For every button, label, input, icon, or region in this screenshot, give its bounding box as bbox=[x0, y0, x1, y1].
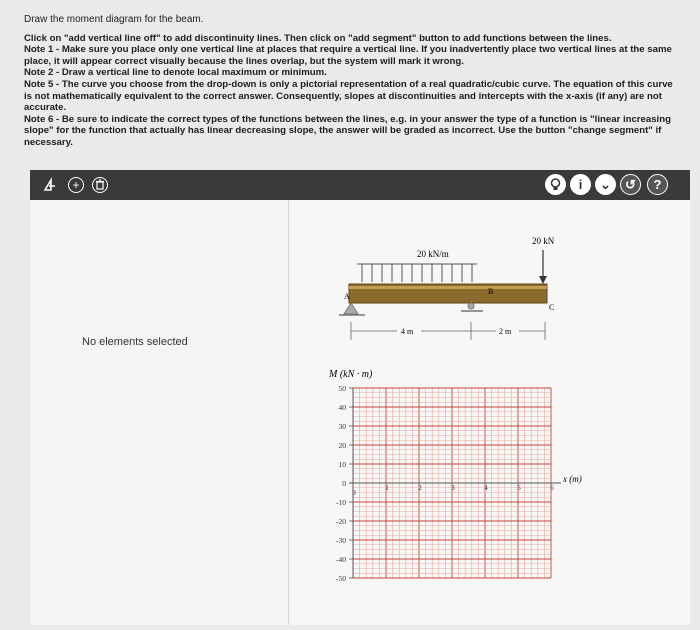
toolbar bbox=[30, 170, 690, 200]
hint-icon[interactable] bbox=[545, 174, 566, 195]
trash-icon[interactable] bbox=[92, 177, 108, 193]
dimension-lines bbox=[351, 322, 545, 340]
distributed-load-arrows bbox=[357, 264, 477, 282]
x-tick-label: 6 bbox=[550, 484, 554, 492]
beam-highlight bbox=[349, 286, 547, 289]
y-tick-label: -30 bbox=[336, 536, 346, 545]
y-tick-label: 40 bbox=[338, 403, 346, 412]
undo-icon[interactable]: ↺ bbox=[620, 174, 641, 195]
y-tick-label: 50 bbox=[338, 384, 346, 393]
roller-b bbox=[468, 303, 474, 309]
x-tick-label: 2 bbox=[418, 484, 422, 492]
y-tick-label: 20 bbox=[338, 441, 346, 450]
x-tick-label: 3 bbox=[451, 484, 455, 492]
y-tick-label: -40 bbox=[336, 555, 346, 564]
x-axis-label: x (m) bbox=[563, 474, 582, 484]
distributed-load-label: 20 kN/m bbox=[417, 249, 449, 259]
info-icon[interactable]: i bbox=[570, 174, 591, 195]
x-tick-label: 5 bbox=[517, 484, 521, 492]
x-tick-label: 4 bbox=[484, 484, 488, 492]
beam-and-graph-svg bbox=[289, 200, 690, 625]
work-area[interactable] bbox=[289, 200, 690, 625]
support-a bbox=[344, 303, 358, 314]
instructions bbox=[24, 14, 674, 149]
end-c-label: C bbox=[549, 303, 555, 312]
support-b-label: B bbox=[488, 287, 494, 296]
note-1: Note 1 - Make sure you place only one vertical line at places that require a vertical line. If you inadvertently place two vertical lines at the same place, it will appear correct visually because the lines overlap, but the system will mark it wrong. bbox=[24, 44, 672, 67]
note-6: Note 6 - Be sure to indicate the correct types of the functions between the lines, e.g. in your answer the type of a function is "linear increasing slope" for the function that actually has linear decreasing slope, the answer will be graded as incorrect. Use the button "change segment" if necessary. bbox=[24, 113, 671, 148]
help-icon[interactable]: ? bbox=[647, 174, 668, 195]
x-tick-label: 0 bbox=[352, 489, 356, 497]
vertical-line-icon[interactable] bbox=[42, 177, 58, 193]
y-tick-label: -20 bbox=[336, 517, 346, 526]
x-tick-label: 1 bbox=[385, 484, 389, 492]
chevron-down-icon[interactable]: ⌄ bbox=[595, 174, 616, 195]
chart-ticks bbox=[336, 384, 561, 583]
dim-bc-label: 2 m bbox=[499, 327, 512, 336]
y-tick-label: 10 bbox=[338, 460, 346, 469]
question-text: Draw the moment diagram for the beam. bbox=[24, 14, 204, 25]
point-load-arrowhead bbox=[539, 276, 547, 284]
support-a-label: A bbox=[344, 292, 350, 301]
add-icon[interactable]: + bbox=[68, 177, 84, 193]
y-tick-label: 0 bbox=[342, 479, 346, 488]
y-axis-label: M (kN · m) bbox=[329, 369, 373, 380]
y-tick-label: -10 bbox=[336, 498, 346, 507]
y-tick-label: -50 bbox=[336, 574, 346, 583]
left-panel bbox=[30, 200, 289, 625]
note-5: Note 5 - The curve you choose from the drop-down is only a pictorial representation of a real quadratic/cubic curve. The equation of this curve is not mathematically equivalent to the correct answer. Consequently, slopes at discontinuities and intercepts with the x-axis (if any) are not accurate. bbox=[24, 78, 673, 114]
dim-ab-label: 4 m bbox=[401, 327, 414, 336]
instruction-line: Click on "add vertical line off" to add discontinuity lines. Then click on "add segment" button to add functions between the lines. bbox=[24, 32, 612, 44]
selection-status: No elements selected bbox=[82, 336, 188, 348]
point-load-label: 20 kN bbox=[532, 236, 555, 246]
note-2: Note 2 - Draw a vertical line to denote local maximum or minimum. bbox=[24, 67, 327, 79]
y-tick-label: 30 bbox=[338, 422, 346, 431]
